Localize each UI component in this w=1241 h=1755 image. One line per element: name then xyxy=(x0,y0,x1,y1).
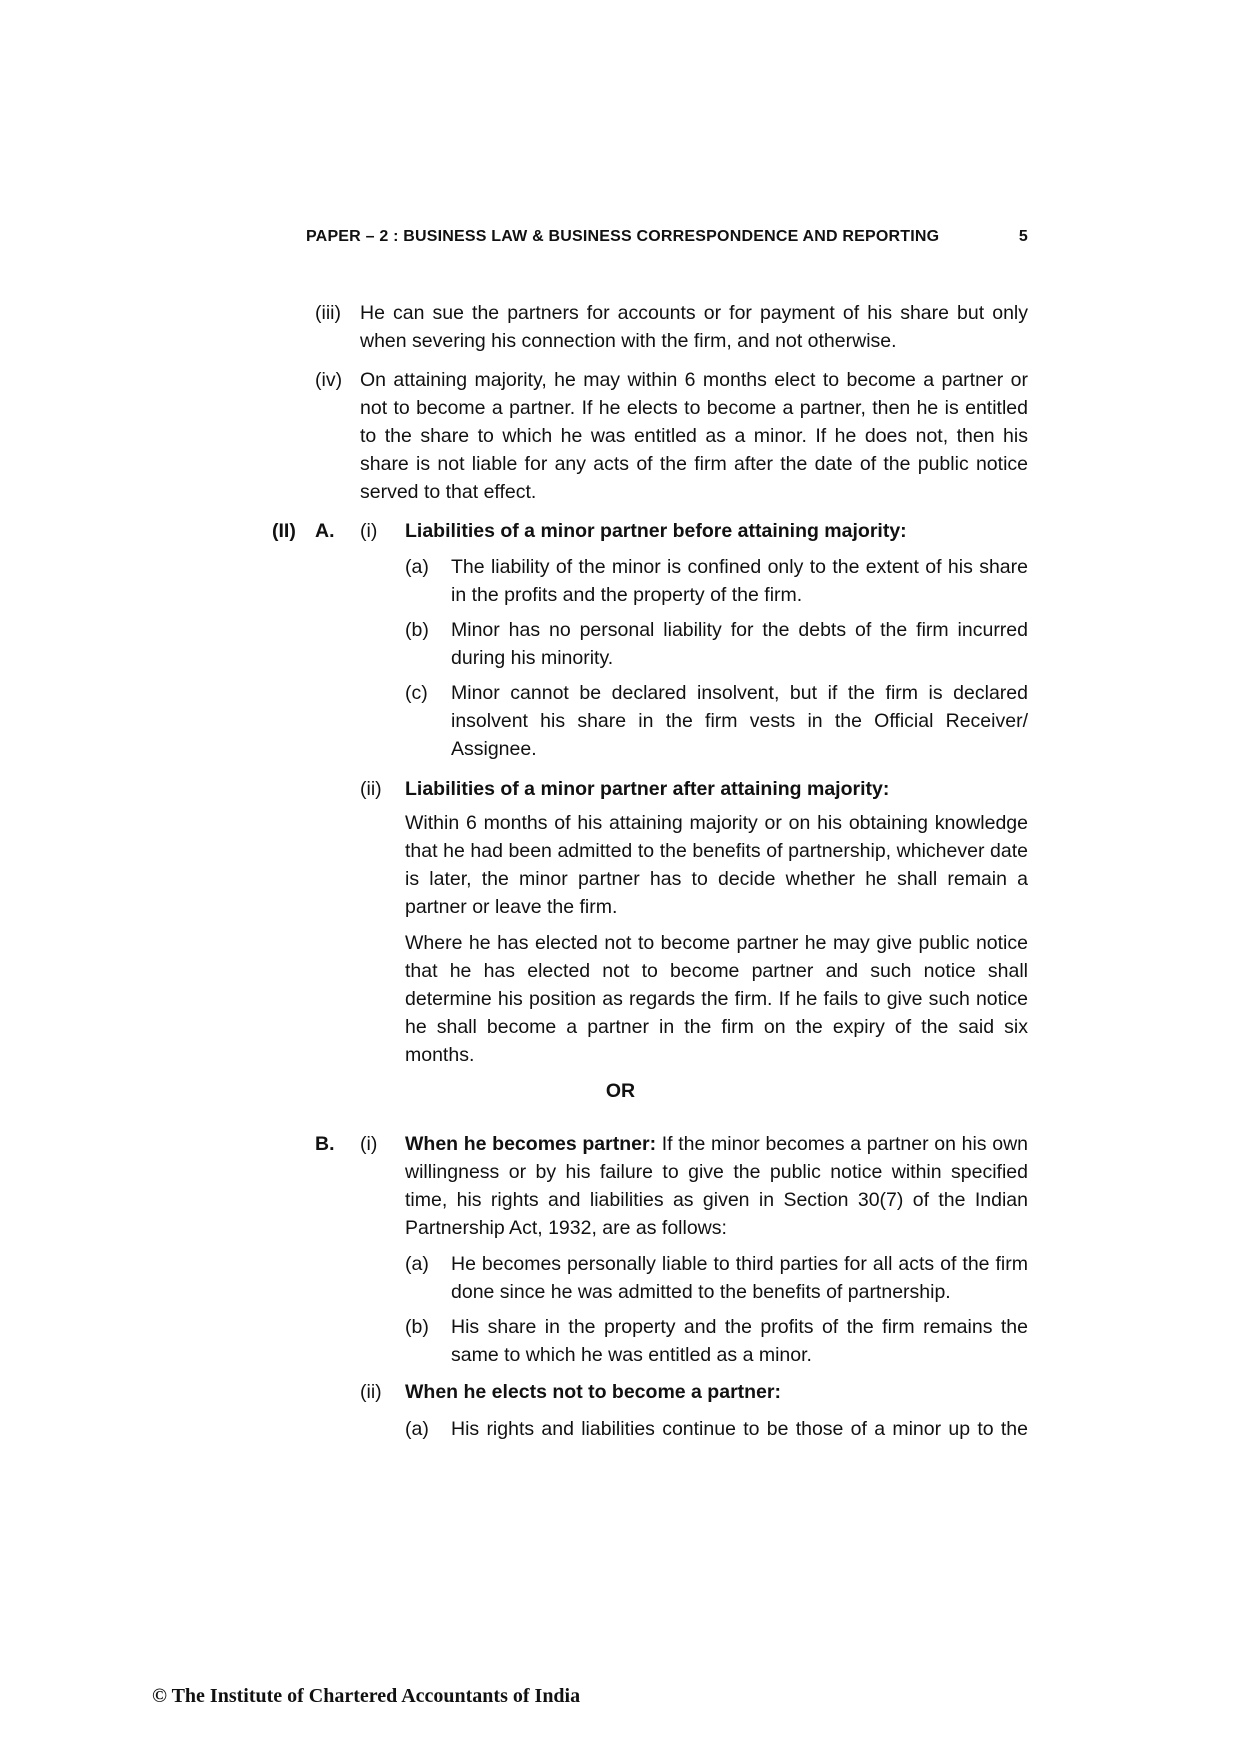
part-b-ii-label: (ii) xyxy=(360,1381,382,1403)
part-b-label: B. xyxy=(315,1133,335,1155)
part-a-a-label: (a) xyxy=(405,556,429,578)
part-b-ii-a-text: His rights and liabilities continue to be those of a minor up to the xyxy=(451,1418,1028,1440)
part-a-a-text: The liability of the minor is confined only to the extent of his share in the profits and the property of the firm. xyxy=(451,556,1028,606)
part-b-ii-heading: When he elects not to become a partner: xyxy=(405,1381,781,1403)
page-number: 5 xyxy=(1018,228,1028,245)
item-iv-text: On attaining majority, he may within 6 months elect to become a partner or not to become a partner. If he elects to become a partner, then he is entitled to the share to which he was entitled as a minor. If he does not, then his share is not liable for any acts of the firm after the date of the public notice served to that effect. xyxy=(360,369,1028,503)
page-header xyxy=(306,228,1028,246)
part-a-ii-para1: Within 6 months of his attaining majority or on his obtaining knowledge that he had been admitted to the benefits of partnership, whichever date is later, the minor partner has to decide whether he shall remain a partner or leave the firm. xyxy=(405,812,1028,918)
part-a-ii-para2: Where he has elected not to become partner he may give public notice that he has elected not to become partner and such notice shall determine his position as regards the firm. If he fails to give such notice he shall become a partner in the firm on the expiry of the said six months. xyxy=(405,932,1028,1066)
part-a-ii-heading: Liabilities of a minor partner after attaining majority: xyxy=(405,778,890,800)
part-a-i-heading: Liabilities of a minor partner before attaining majority: xyxy=(405,520,907,542)
part-b-ii-a-label: (a) xyxy=(405,1418,429,1440)
item-iii-label: (iii) xyxy=(315,302,341,324)
part-b-b-label: (b) xyxy=(405,1316,429,1338)
part-a-ii-label: (ii) xyxy=(360,778,382,800)
part-a-c-label: (c) xyxy=(405,682,428,704)
part-b-a-label: (a) xyxy=(405,1253,429,1275)
part-a-b-text: Minor has no personal liability for the debts of the firm incurred during his minority. xyxy=(451,619,1028,669)
part-b-i-text: If the minor becomes a partner on his own willingness or by his failure to give the public notice within specified time, his rights and liabilities as given in Section 30(7) of the Indian Partnership Act, 1932, are as follows: xyxy=(405,1133,1028,1239)
item-iii-text: He can sue the partners for accounts or for payment of his share but only when severing his connection with the firm, and not otherwise. xyxy=(360,302,1028,352)
part-b-a-text: He becomes personally liable to third parties for all acts of the firm done since he was admitted to the benefits of partnership. xyxy=(451,1253,1028,1303)
part-a-b-label: (b) xyxy=(405,619,429,641)
copyright-footer: © The Institute of Chartered Accountants of India xyxy=(152,1685,581,1707)
part-a-label: A. xyxy=(315,520,335,542)
part-b-b-text: His share in the property and the profits of the firm remains the same to which he was entitled as a minor. xyxy=(451,1316,1028,1366)
or-separator: OR xyxy=(605,1080,636,1102)
header-title: PAPER – 2 : BUSINESS LAW & BUSINESS CORRESPONDENCE AND REPORTING xyxy=(306,228,940,245)
part-b-i-paragraph xyxy=(405,1130,1028,1242)
part-b-i-label: (i) xyxy=(360,1133,378,1155)
section-ii-label: (II) xyxy=(272,520,296,542)
part-b-i-heading: When he becomes partner: xyxy=(405,1133,657,1155)
part-a-i-label: (i) xyxy=(360,520,378,542)
item-iv-label: (iv) xyxy=(315,369,343,391)
part-a-c-text: Minor cannot be declared insolvent, but if the firm is declared insolvent his share in the firm vests in the Official Receiver/ Assignee. xyxy=(451,682,1028,760)
